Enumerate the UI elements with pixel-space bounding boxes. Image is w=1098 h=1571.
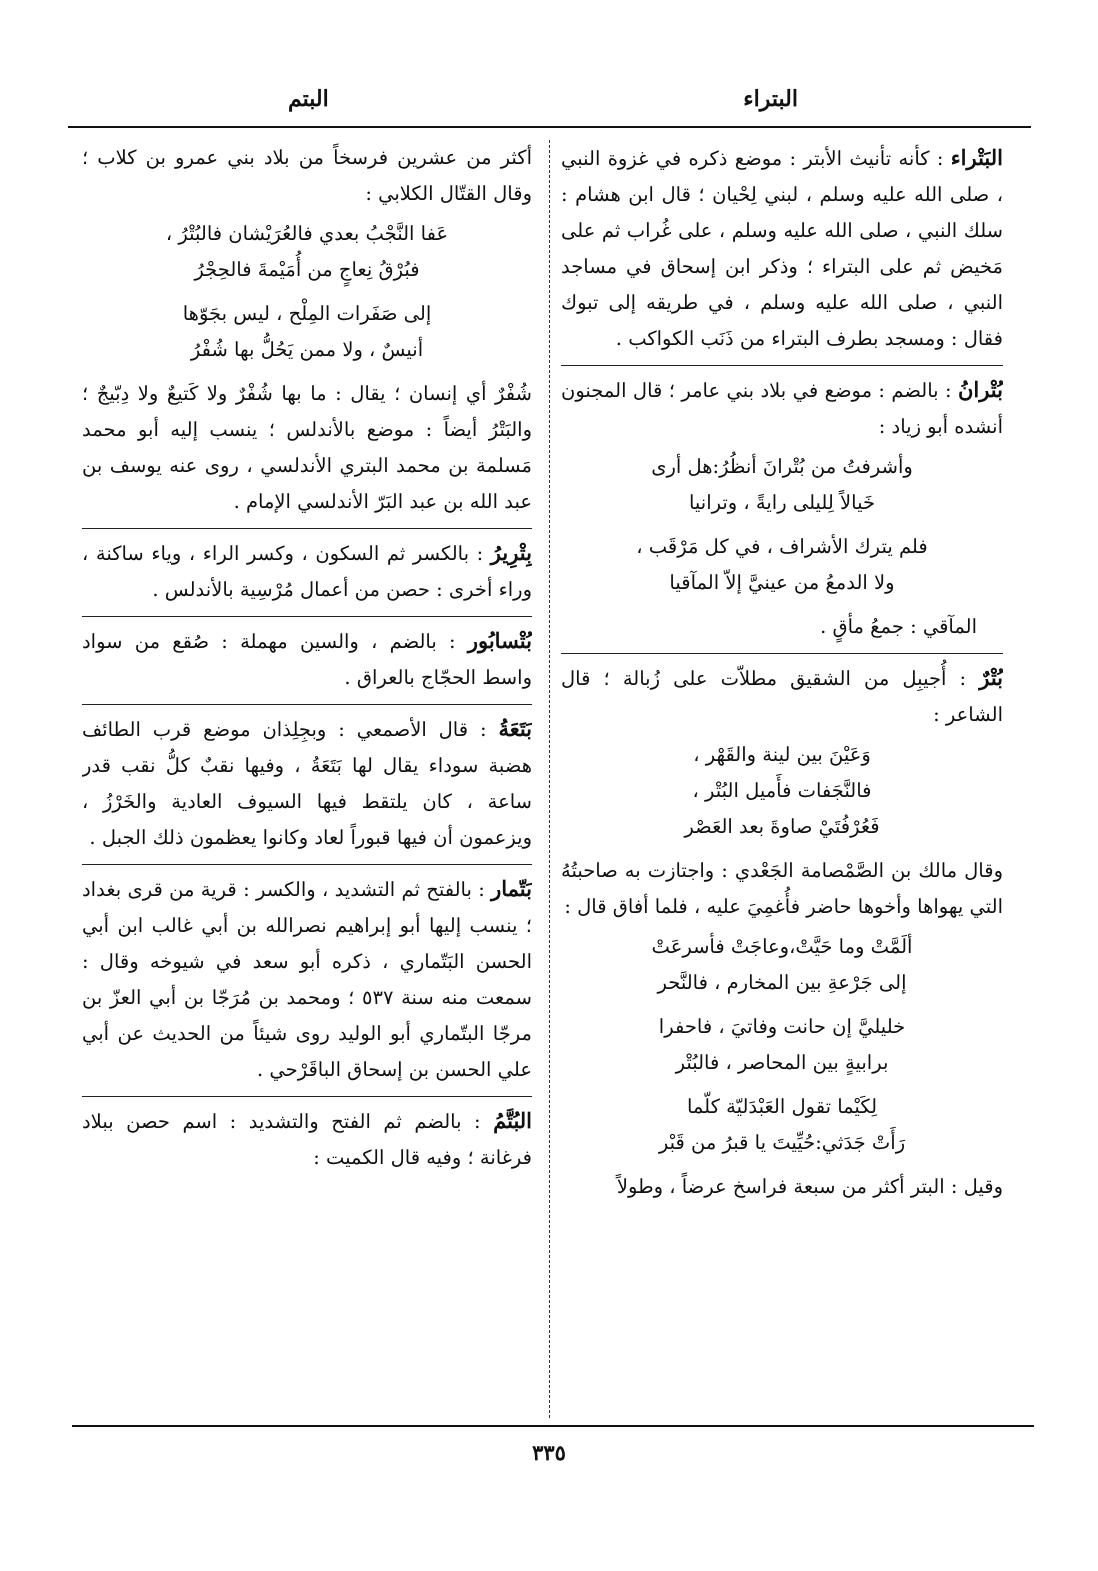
entry-text: : أُجيبِل من الشقيق مطلاّت على زُبالة ؛ قال الشاعر : (561, 667, 1003, 726)
page-number: ٣٣٥ (532, 1440, 566, 1465)
verse (82, 216, 532, 288)
verse-line: إلى جَرْعةِ بين المخارم ، فالنَّحر (657, 971, 907, 994)
running-header-left: البتم (288, 86, 329, 112)
verse (561, 737, 1003, 845)
verse-line: عَفا النَّجْبُ بعدي فالعُرَيْشان فالبُتْرُ ، (165, 222, 449, 245)
headword: البُتَّمُ (493, 1108, 532, 1133)
headword: بُتْرانُ (957, 377, 1003, 402)
verse-line: فَعُرْفُتَيْ صاوةَ بعد العَصْر (684, 815, 880, 838)
entry-albuttam (82, 1103, 532, 1176)
right-column (561, 140, 1003, 1420)
verse-line: وَعَيْنَ بين لينة والقَهْر ، (693, 743, 871, 766)
entry-text: : بالكسر ثم السكون ، وكسر الراء ، وياء ساكنة ، وراء أخرى : حصن من أعمال مُرْسِية بالأندلس . (82, 542, 532, 601)
entry-separator (561, 653, 1003, 654)
headword: بَتّمار (491, 876, 532, 901)
verse-line: لِكَيْما تقول العَبْدَليّة كلّما (686, 1095, 878, 1118)
verse (561, 529, 1003, 601)
verse-line: ولا الدمعُ من عينيَّ إلاّ المآقيا (669, 571, 895, 594)
verse-line: وأشرفتُ من بُتْرانَ أنظُرُ:هل أرى (651, 455, 913, 478)
column-divider (549, 140, 550, 1418)
entry-butran (561, 372, 1003, 645)
entry-text: شُفْرٌ أي إنسان ؛ يقال : ما بها شُفْرٌ ولا كَتيعٌ ولا دِبّيجٌ ؛ والبَتْرُ أيضاً : موضع بالأندلس ؛ ينسب إليه أبو محمد مَسلمة بن محمد البتري الأندلسي ، روى عنه يوسف بن عبد الله بن عبد البَرّ الأندلسي الإمام . (82, 382, 532, 513)
entry-text: : بالضم ، والسين مهملة : صُقع من سواد واسط الحجّاج بالعراق . (82, 630, 532, 689)
entry-albatra (561, 140, 1003, 357)
verse-line: خليليَّ إن حانت وفاتيَ ، فاحفرا (658, 1015, 906, 1038)
headword: بُتْسابُور (467, 628, 532, 653)
verse-line: أنيسٌ ، ولا ممن يَحُلُّ بها شُفْرُ (190, 338, 424, 361)
running-header-right: البتراء (743, 86, 798, 112)
entry-separator (82, 704, 532, 705)
verse (561, 929, 1003, 1001)
entry-text: : بالضم : موضع في بلاد بني عامر ؛ قال المجنون أنشده أبو زياد : (561, 379, 1003, 438)
verse-line: إلى صَفَرات المِلْح ، ليس بجَوّها (182, 302, 432, 325)
entry-separator (82, 528, 532, 529)
entry-text: وقيل : البتر أكثر من سبعة فراسخ عرضاً ، وطولاً (616, 1175, 1003, 1198)
verse (561, 1089, 1003, 1161)
entry-battamar (82, 871, 532, 1088)
verse-line: رَأَتْ جَدَثي:حُيِّيتَ يا قبرُ من قَبْر (658, 1131, 906, 1154)
entry-text: المآقي : جمعُ مأقٍ . (820, 615, 977, 638)
verse-line: ألَمَّتْ وما حَيَّتْ،وعاجَتْ فأسرعَتْ (651, 935, 913, 958)
entry-separator (82, 616, 532, 617)
headword: البَتْراء (950, 145, 1003, 170)
entry-text: : بالفتح ثم التشديد ، والكسر : قرية من قرى بغداد ؛ ينسب إليها أبو إبراهيم نصرالله بن أبي غالب ابن أبي الحسن البَتّماري ، ذكره أبو سعد في شيوخه وقال : سمعت منه سنة ٥٣٧ ؛ ومحمد بن مُرَجّا بن أبي العزّ بن مرجّا البتّماري أبو الوليد روى شيئاً من الحديث عن أبي علي الحسن بن إسحاق الباقَرْحي . (82, 878, 532, 1081)
entry-butr-continued (82, 140, 532, 520)
entry-text: أكثر من عشرين فرسخاً من بلاد بني عمرو بن كلاب ؛ وقال القتّال الكلابي : (82, 146, 532, 205)
entry-separator (82, 864, 532, 865)
entry-text: : بالضم ثم الفتح والتشديد : اسم حصن ببلاد فرغانة ؛ وفيه قال الكميت : (82, 1110, 532, 1169)
headword: بَتَعَةُ (498, 716, 532, 741)
header-rule (68, 126, 1031, 128)
verse (561, 449, 1003, 521)
verse-line: فبُرْقُ نِعاجٍ من أُمَيْمةَ فالحِجْرُ (194, 258, 420, 281)
headword: بُتْرٌ (979, 665, 1003, 690)
verse-line: فالنَّجَفات فأَميل البُتْر ، (692, 779, 872, 802)
footer-rule (72, 1425, 1034, 1427)
entry-butr (561, 660, 1003, 1205)
headword: بِتْرِيرُ (490, 540, 532, 565)
verse-line: خَيالاً لِليلى رايةً ، وترانيا (688, 491, 876, 514)
verse-line: برابيةٍ بين المحاصر ، فالبُتْر (675, 1051, 889, 1074)
verse (82, 296, 532, 368)
verse-line: فلم يترك الأشراف ، في كل مَرْقَب ، (636, 535, 928, 558)
entry-bataa (82, 711, 532, 856)
entry-text: : كأنه تأنيث الأبتر : موضع ذكره في غزوة النبي ، صلى الله عليه وسلم ، لبني لِحْيان ؛ قال ابن هشام : سلك النبي ، صلى الله عليه وسلم ، على غُراب ثم على مَخيض ثم على البتراء ؛ وذكر ابن إسحاق في مساجد النبي ، صلى الله عليه وسلم ، في طريقه إلى تبوك فقال : ومسجد بطرف البتراء من ذَنَب الكواكب . (561, 147, 1003, 350)
left-column (82, 140, 532, 1420)
entry-text: : قال الأصمعي : وبجِلِذان موضع قرب الطائف هضبة سوداء يقال لها بَتَعَةُ ، وفيها نقبٌ كلُّ نقب قدر ساعة ، كان يلتقط فيها السيوف العادية والخَرْزُ ، ويزعمون أن فيها قبوراً لعاد وكانوا يعظمون ذلك الجبل . (82, 718, 532, 849)
entry-text: وقال مالك بن الصَّمْصامة الجَعْدي : واجتازت به صاحبتُهُ التي يهواها وأخوها حاضر فأُغمِيَ عليه ، فلما أفاق قال : (561, 859, 1003, 918)
entry-separator (82, 1096, 532, 1097)
verse (561, 1009, 1003, 1081)
entry-butsabur (82, 623, 532, 696)
entry-separator (561, 365, 1003, 366)
entry-bitrir (82, 535, 532, 608)
